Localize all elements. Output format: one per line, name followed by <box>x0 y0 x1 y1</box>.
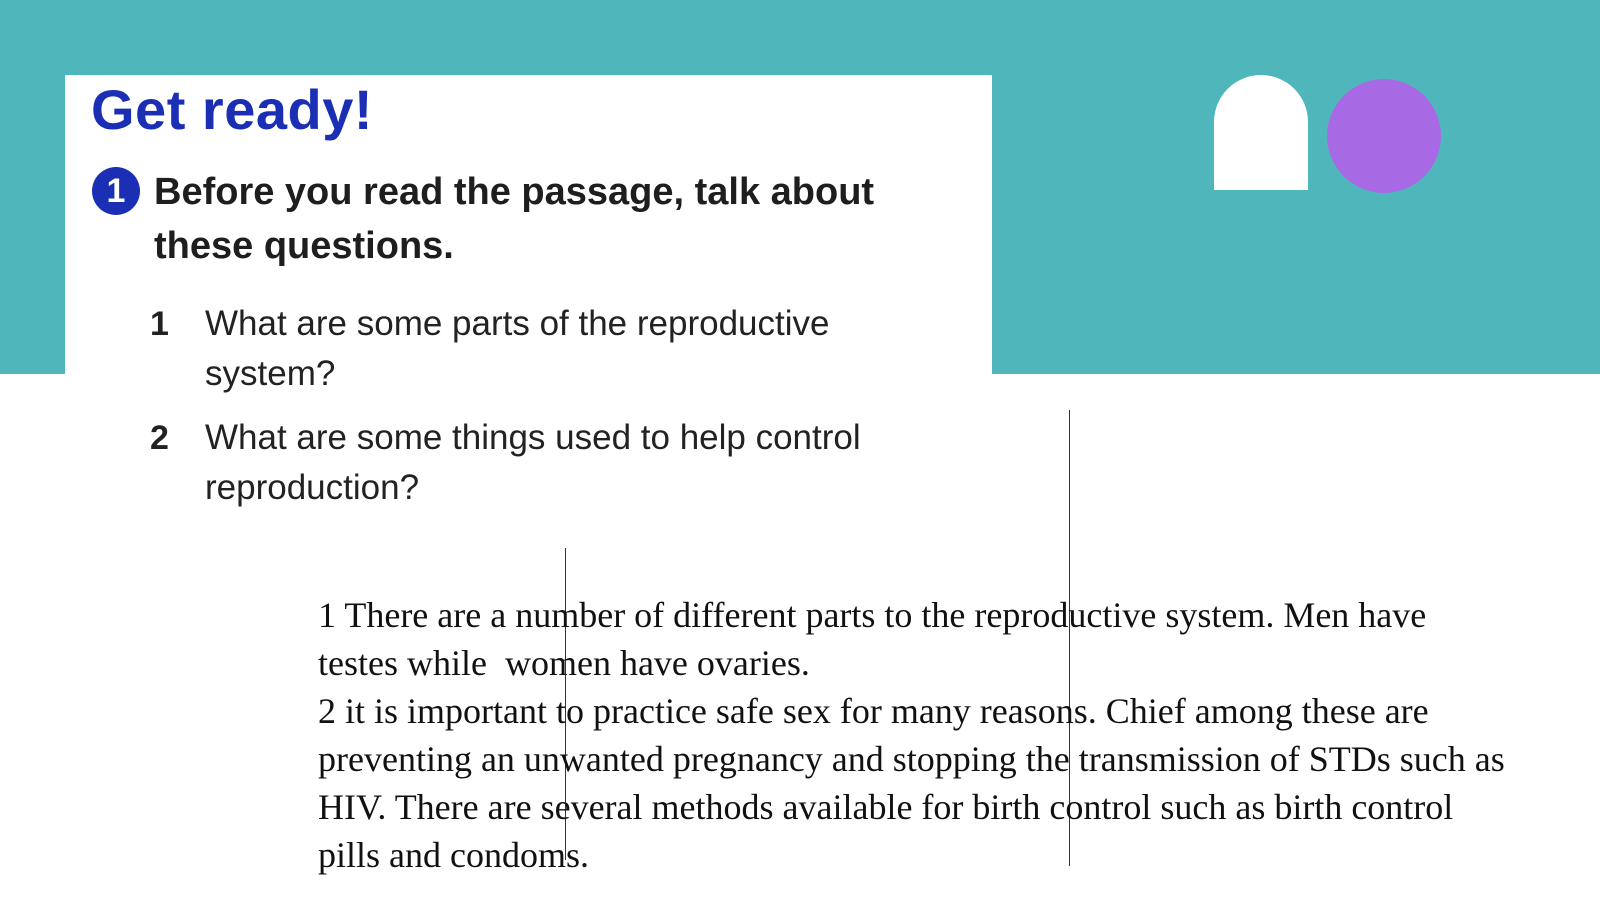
answer-paragraph: 1 There are a number of different parts to the reproductive system. Men have testes while women have ovaries. <box>318 595 1436 683</box>
textbook-excerpt-panel <box>65 75 992 545</box>
decorative-purple-circle <box>1327 79 1441 193</box>
question-text: What are some parts of the reproductive system? <box>205 304 830 393</box>
answer-text-box[interactable] <box>318 591 1514 879</box>
question-number: 2 <box>150 419 169 457</box>
step-instruction: Before you read the passage, talk about these questions. <box>154 171 875 267</box>
step-number-badge: 1 <box>92 167 140 215</box>
decorative-arch-shape <box>1214 75 1308 190</box>
answer-paragraph: 2 it is important to practice safe sex for many reasons. Chief among these are preventing an unwanted pregnancy and stopping the transmission of STDs such as HIV. There are several methods available for birth control such as birth control pills and condoms. <box>318 691 1514 875</box>
question-number: 1 <box>150 305 169 343</box>
question-text: What are some things used to help control reproduction? <box>205 418 861 507</box>
get-ready-title: Get ready! <box>91 78 373 141</box>
